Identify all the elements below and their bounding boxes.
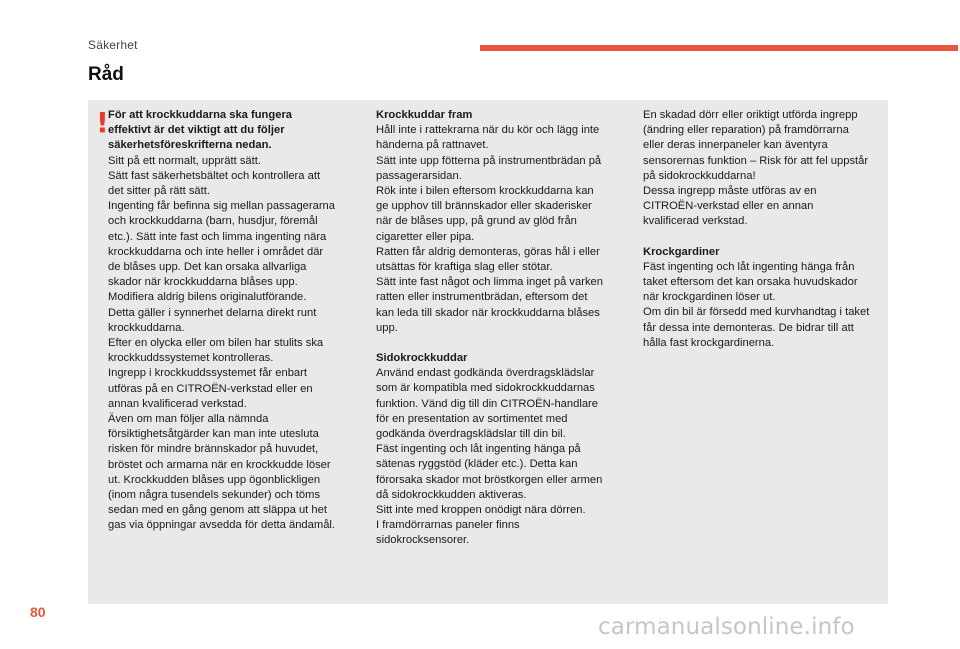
column-1 xyxy=(108,108,370,534)
column-2 xyxy=(376,108,628,549)
accent-bar xyxy=(480,45,958,51)
front-airbags-heading: Krockkuddar fram xyxy=(376,109,473,121)
page-title: Råd xyxy=(88,64,124,85)
curtain-airbags-heading: Krockgardiner xyxy=(643,245,720,258)
warning-body: Sitt på ett normalt, upprätt sätt. Sätt fast säkerhetsbältet och kontrollera att det sitter på rätt sätt. Ingenting får befinna sig mellan passagerarna och krockkuddarna (barn, husdjur, föremål etc.). Sätt inte fast och limma ingenting nära krockkuddarna och inte heller i området där de blåses upp. Det kan orsaka allvarliga skador när krockkuddarna blåses upp. Modifiera aldrig bilens originalutförande. Detta gäller i synnerhet delarna direkt runt krockkuddarna. Efter en olycka eller om bilen har stulits ska krockkuddssystemet kontrolleras. Ingrepp i krockkuddssystemet får enbart utföras på en CITROËN-verkstad eller en annan kvalificerad verkstad. Även om man följer alla nämnda försiktighetsåtgärder kan man inte utesluta risken för mindre brännskador på huvudet, bröstet och armarna när en krockkudde löser ut. Krockkudden blåses upp ögonblickligen (inom några tusendels sekunder) och töms sedan med en gång genom att släppa ut het gas via öppningar avsedda för detta ändamål. xyxy=(108,154,336,532)
side-airbags-body: Använd endast godkända överdragsklädslar som är kompatibla med sidokrockkuddarnas funktion. Vänd dig till din CITROËN-handlare för en presentation av sortimentet med godkända överdragsklädslar till din bil. Fäst ingenting och låt ingenting hänga på sätenas ryggstöd (kläder etc.). Detta kan förorsaka skador mot bröstkorgen eller armen då sidokrockkudden aktiveras. Sitt inte med kroppen onödigt nära dörren. I framdörrarnas paneler finns sidokrocksensorer. xyxy=(376,367,603,547)
side-airbags-heading: Sidokrockkuddar xyxy=(376,352,468,365)
exclamation-warning-icon: ! xyxy=(96,106,109,139)
front-airbags-body: Håll inte i rattekrarna när du kör och lägg inte händerna på rattnavet. Sätt inte upp fötterna på instrumentbrädan på passagerarsidan. Rök inte i bilen eftersom krockkuddarna kan ge upphov till brännskador eller skaderisker när de blåses upp, på grund av glöd från cigaretter eller pipa. Ratten får aldrig demonteras, göras hål i eller utsättas för kraftiga slag eller stötar. Sätt inte fast något och limma inget på varken ratten eller instrumentbrädan, eftersom det kan leda till skador när krockkuddarna blåses upp. xyxy=(376,124,603,334)
column-3 xyxy=(643,108,893,351)
warning-heading: För att krockkuddarna ska fungera effektivt är det viktigt att du följer säkerhetsföreskrifterna nedan. xyxy=(108,109,293,152)
watermark: carmanualsonline.info xyxy=(598,614,855,640)
door-damage-body: En skadad dörr eller oriktigt utförda ingrepp (ändring eller reparation) på framdörrarna eller deras innerpaneler kan äventyra sensorernas funktion – Risk för att fel uppstår på sidokrockkuddarna! Dessa ingrepp måste utföras av en CITROËN-verkstad eller en annan kvalificerad verkstad. xyxy=(643,109,869,228)
page-number: 80 xyxy=(30,604,46,620)
section-label: Säkerhet xyxy=(88,38,138,52)
curtain-airbags-body: Fäst ingenting och låt ingenting hänga från taket eftersom det kan orsaka huvudskador när krockgardinen löser ut. Om din bil är försedd med kurvhandtag i taket får dessa inte demonteras. De bidrar till att hålla fast krockgardinerna. xyxy=(643,260,870,349)
